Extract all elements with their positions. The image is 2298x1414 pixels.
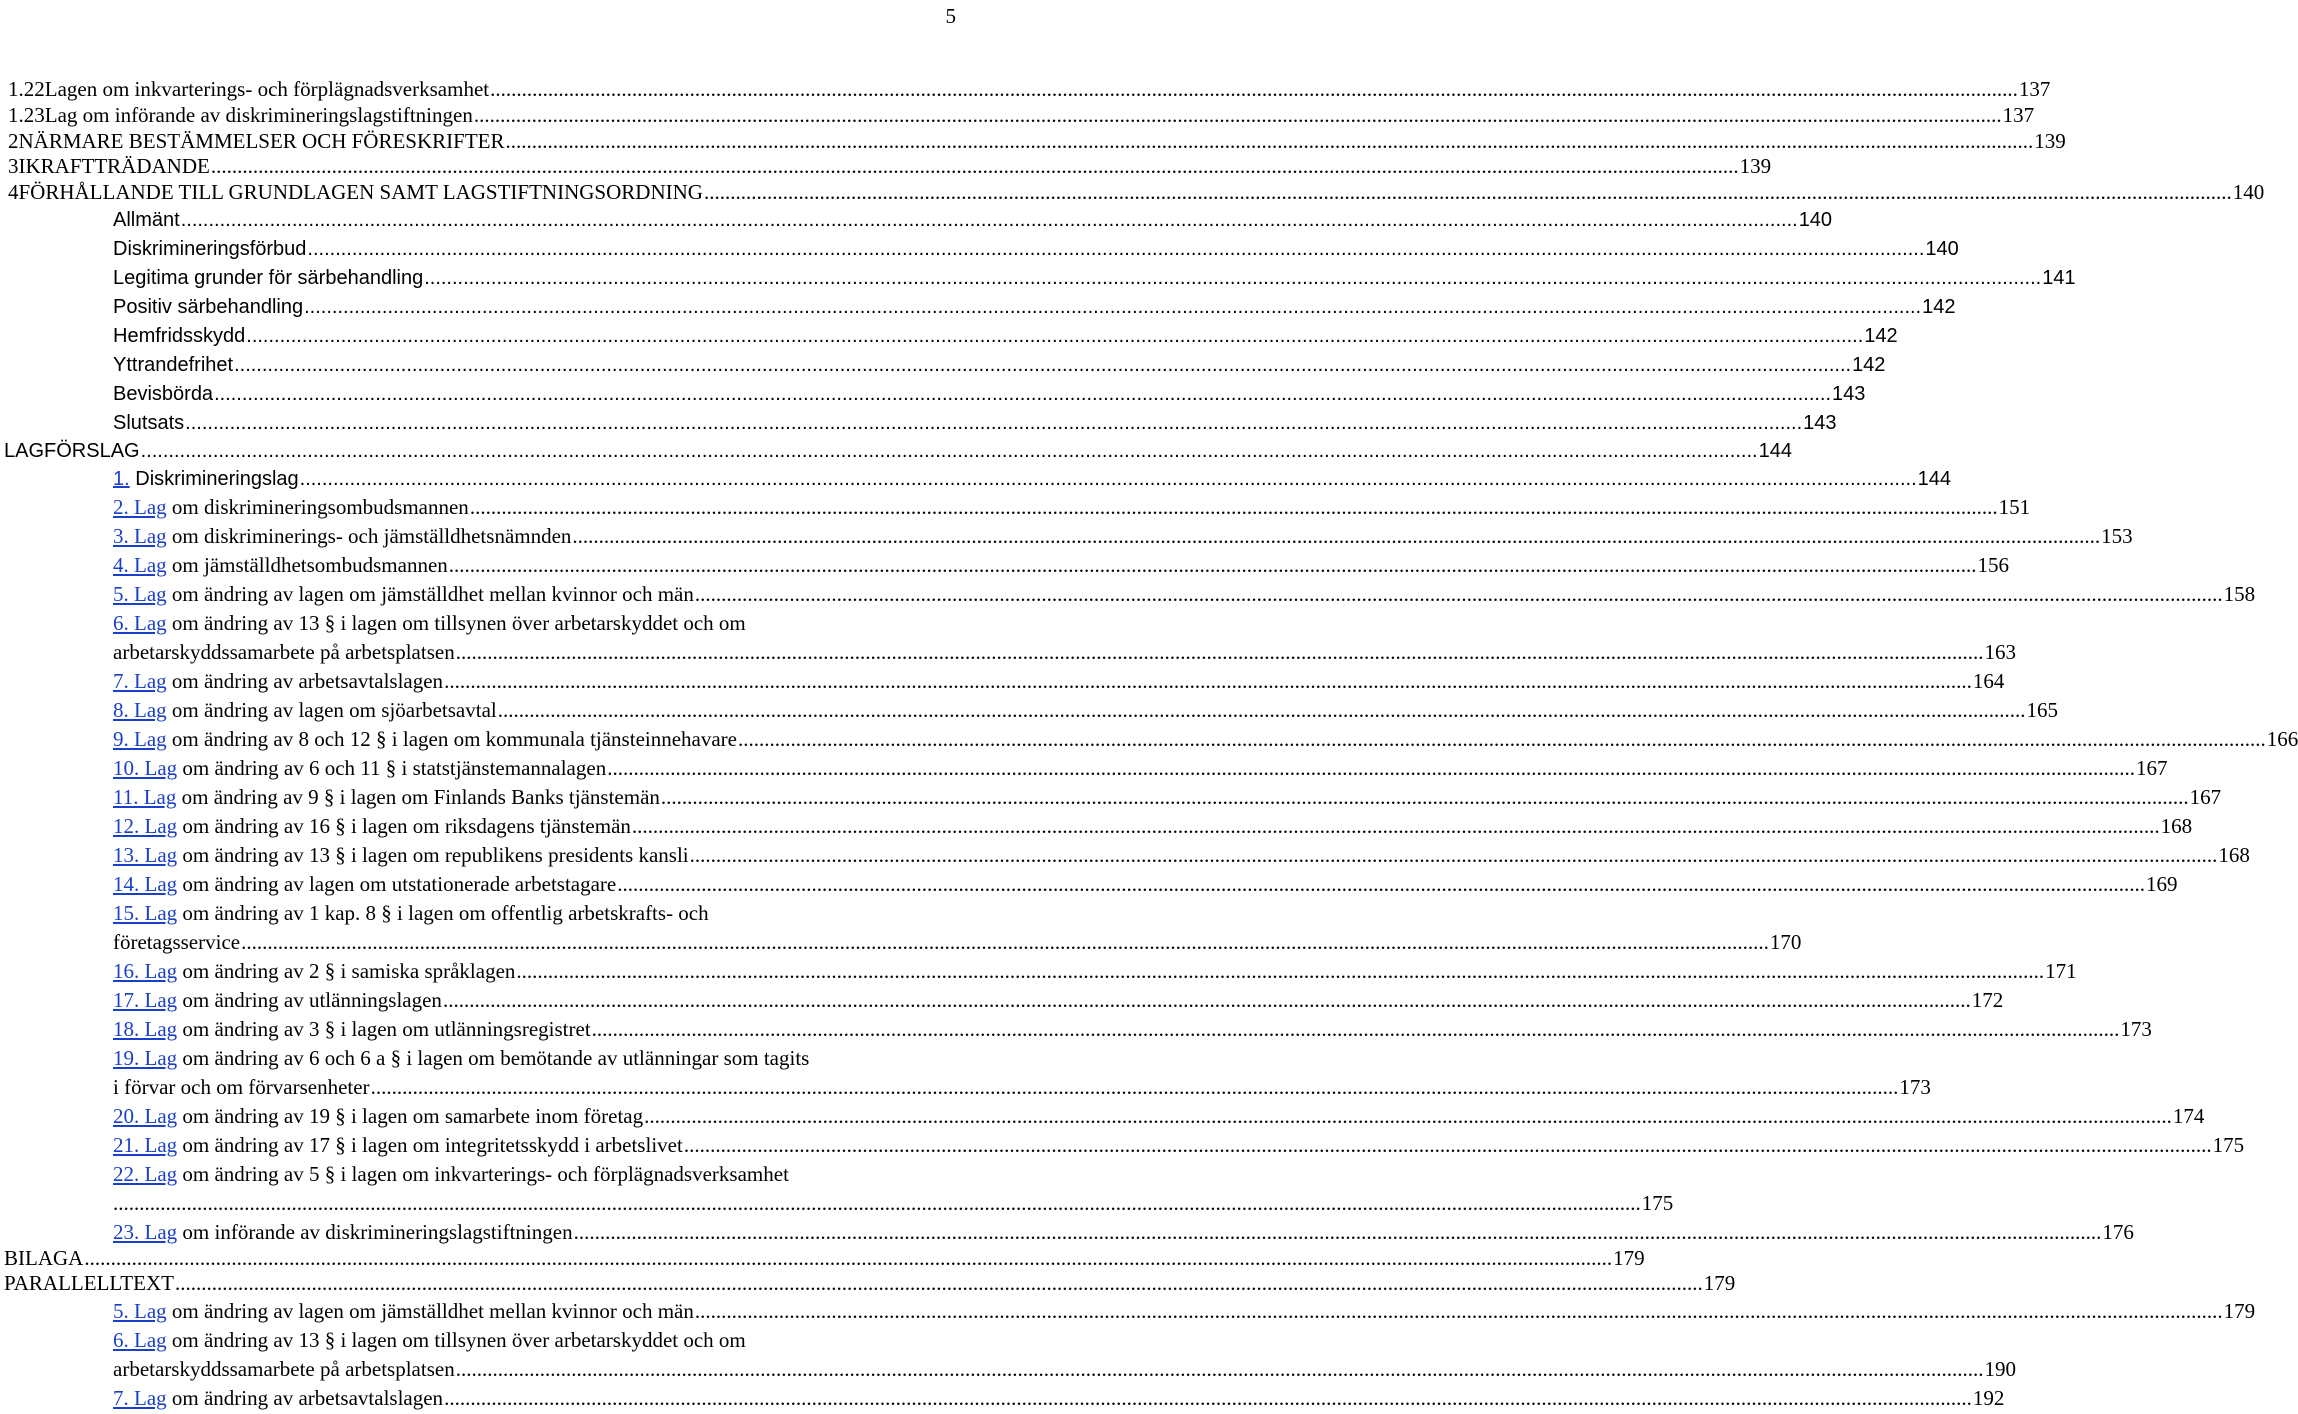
law-link[interactable]: 13. Lag [113,843,178,867]
law-link[interactable]: 9. Lag [113,727,167,751]
toc-law-4[interactable] [0,551,2010,579]
toc-page: 167 [2135,756,2168,780]
leader-dots [181,206,1798,234]
law-link[interactable]: 15. Lag [113,901,178,925]
leader-dots [684,1131,2212,1159]
toc-law-22-continuation[interactable] [113,1189,1674,1217]
law-link[interactable]: 5. Lag [113,1299,167,1323]
toc-law-16[interactable] [0,957,2077,985]
toc-law-6-continuation[interactable] [113,638,2016,666]
toc-title: Lagen om inkvarterings- och förplägnadsverksamhet [44,77,490,101]
toc-page: 173 [2120,1017,2152,1041]
toc-sub-hemfridsskydd[interactable] [0,322,1898,350]
toc-page: 144 [1758,440,1792,462]
toc-page: 142 [1864,325,1898,347]
toc-page: 163 [1984,640,2016,664]
law-link[interactable]: 4. Lag [113,553,167,577]
leader-dots [214,380,1831,408]
toc-parallel-law-5[interactable] [0,1297,2256,1325]
law-link[interactable]: 17. Lag [113,988,178,1012]
toc-title: LAGFÖRSLAG [4,440,140,462]
toc-title: om ändring av 9 § i lagen om Finlands Banks tjänstemän [181,785,660,809]
leader-dots [113,1189,1641,1217]
toc-law-21[interactable] [0,1131,2245,1159]
leader-dots [424,264,2041,292]
toc-page: 137 [2018,77,2051,101]
leader-dots [516,957,2044,985]
leader-dots [304,293,1921,321]
leader-dots [443,986,1971,1014]
toc-law-12[interactable] [0,812,2193,840]
toc-page: 143 [1803,412,1837,434]
toc-law-14[interactable] [0,870,2178,898]
toc-page: 168 [2160,814,2193,838]
toc-sub-diskrimineringsforbud[interactable] [0,235,1959,263]
toc-title: om ändring av 19 § i lagen om samarbete inom företag [182,1104,644,1128]
toc-page: 176 [2102,1220,2134,1244]
toc-title: Positiv särbehandling [113,296,304,318]
leader-dots [498,696,2026,724]
leader-dots [470,493,1998,521]
toc-law-9[interactable] [0,725,2298,753]
toc-title: om ändring av lagen om jämställdhet mellan kvinnor och män [171,1299,694,1323]
toc-page: 166 [2266,727,2298,751]
toc-title: om ändring av 13 § i lagen om tillsynen över arbetarskyddet och om [171,611,746,635]
toc-title: Lag om införande av diskrimineringslagstiftningen [44,103,473,127]
leader-dots [456,1355,1984,1383]
toc-page: 174 [2172,1104,2205,1128]
law-link[interactable]: 5. Lag [113,582,167,606]
toc-page: 172 [1971,988,2004,1012]
toc-title: om införande av diskrimineringslagstiftningen [182,1220,573,1244]
leader-dots [738,725,2266,753]
toc-title: om ändring av lagen om jämställdhet mellan kvinnor och män [171,582,694,606]
toc-page: 169 [2146,872,2178,896]
leader-dots [574,1218,2102,1246]
toc-page: 141 [2042,267,2076,289]
toc-page: 144 [1917,468,1951,490]
toc-number: 2 [8,129,19,153]
toc-title: om ändring av lagen om utstationerade arbetstagare [182,872,617,896]
toc-title: om ändring av 8 och 12 § i lagen om kommunala tjänsteinnehavare [171,727,737,751]
toc-law-19[interactable] [0,1044,960,1072]
law-link[interactable]: 12. Lag [113,814,178,838]
leader-dots [241,928,1769,956]
toc-page: 165 [2026,698,2058,722]
toc-page: 175 [1641,1191,1674,1215]
toc-page: 139 [2034,129,2066,153]
law-link[interactable]: 2. Lag [113,495,167,519]
toc-sub-legitima-grunder[interactable] [0,264,2076,292]
toc-law-1[interactable] [0,465,1951,493]
toc-title: Diskrimineringsförbud [113,238,307,260]
toc-title-continuation: i förvar och om förvarsenheter [113,1075,370,1099]
leader-dots [300,465,1917,493]
toc-page: 153 [2101,524,2133,548]
leader-dots [307,235,1924,263]
toc-lagforslag[interactable] [0,437,1792,465]
toc-parallelltext[interactable] [0,1269,1736,1297]
leader-dots [371,1073,1899,1101]
toc-law-17[interactable] [0,986,2004,1014]
toc-title-continuation: arbetarskyddssamarbete på arbetsplatsen [113,1357,455,1381]
toc-title: om ändring av 2 § i samiska språklagen [182,959,516,983]
toc-entry-4[interactable] [0,178,2265,206]
toc-number: 4 [8,180,19,204]
toc-title: om ändring av 13 § i lagen om republikens presidents kansli [182,843,689,867]
toc-title: om ändring av 16 § i lagen om riksdagens tjänstemän [182,814,631,838]
toc-law-20[interactable] [0,1102,2205,1130]
toc-page: 151 [1998,495,2031,519]
law-link[interactable]: 23. Lag [113,1220,178,1244]
toc-title: Hemfridsskydd [113,325,246,347]
toc-title: IKRAFTTRÄDANDE [18,154,210,178]
law-link[interactable]: 10. Lag [113,756,178,780]
toc-sub-bevisborda[interactable] [0,380,1866,408]
toc-number: 3 [8,154,19,178]
toc-title: om ändring av 5 § i lagen om inkvarterings- och förplägnadsverksamhet [182,1162,789,1186]
toc-title: FÖRHÅLLANDE TILL GRUNDLAGEN SAMT LAGSTIFTNINGSORDNING [18,180,703,204]
toc-entry-1-22[interactable] [0,75,2051,103]
toc-page: 175 [2212,1133,2245,1157]
toc-page: 190 [1984,1357,2016,1381]
toc-entry-3[interactable] [0,152,1772,180]
toc-sub-positiv-sarbehandling[interactable] [0,293,1956,321]
toc-title: NÄRMARE BESTÄMMELSER OCH FÖRESKRIFTER [18,129,505,153]
toc-title: om ändring av 17 § i lagen om integritetsskydd i arbetslivet [182,1133,683,1157]
law-link[interactable]: 1. [113,468,130,490]
toc-parallel-law-6-continuation[interactable] [113,1355,2016,1383]
toc-entry-1-23[interactable] [0,101,2035,129]
toc-page: 171 [2045,959,2077,983]
toc-page: 192 [1972,1386,2005,1410]
toc-title: om ändring av utlänningslagen [182,988,442,1012]
toc-law-15-continuation[interactable] [113,928,1802,956]
toc-title: om ändring av 1 kap. 8 § i lagen om offentlig arbetskrafts- och [182,901,709,925]
leader-dots [211,152,1739,180]
toc-page: 156 [1977,553,2010,577]
toc-title: om diskrimineringsombudsmannen [171,495,469,519]
toc-bilaga[interactable] [0,1244,1645,1272]
toc-title: om ändring av 6 och 11 § i statstjänstemannalagen [182,756,607,780]
toc-number: 1.22 [8,77,45,101]
toc-law-10[interactable] [0,754,2168,782]
toc-page: 170 [1769,930,1802,954]
toc-title: Legitima grunder för särbehandling [113,267,424,289]
toc-number: 1.23 [8,103,45,127]
toc-sub-slutsats[interactable] [0,409,1837,437]
toc-title: Allmänt [113,209,180,231]
toc-law-15[interactable] [0,899,960,927]
leader-dots [175,1269,1703,1297]
toc-title: om ändring av 3 § i lagen om utlänningsregistret [182,1017,591,1041]
toc-page: 143 [1832,383,1866,405]
law-link[interactable]: 21. Lag [113,1133,178,1157]
toc-page: 158 [2223,582,2256,606]
toc-title: om ändring av 6 och 6 a § i lagen om bemötande av utlänningar som tagits [182,1046,810,1070]
law-link[interactable]: 6. Lag [113,1328,167,1352]
toc-law-11[interactable] [0,783,2222,811]
leader-dots [449,551,1977,579]
leader-dots [695,1297,2223,1325]
leader-dots [690,841,2218,869]
toc-page: 167 [2189,785,2222,809]
toc-title: BILAGA [4,1246,84,1270]
law-link[interactable]: 22. Lag [113,1162,178,1186]
leader-dots [456,638,1984,666]
toc-page: 139 [1739,154,1772,178]
leader-dots [444,1384,1972,1412]
toc-title: om ändring av arbetsavtalslagen [171,669,444,693]
leader-dots [505,127,2033,155]
leader-dots [617,870,2145,898]
toc-page: 164 [1972,669,2005,693]
toc-page: 137 [2002,103,2035,127]
toc-page: 142 [1852,354,1886,376]
law-link[interactable]: 16. Lag [113,959,178,983]
toc-page: 140 [2232,180,2265,204]
leader-dots [246,322,1863,350]
law-link[interactable]: 7. Lag [113,1386,167,1410]
toc-law-22[interactable] [0,1160,960,1188]
toc-law-18[interactable] [0,1015,2152,1043]
toc-page: 179 [1703,1271,1736,1295]
leader-dots [704,178,2232,206]
toc-parallel-law-6[interactable] [0,1326,960,1354]
toc-law-5[interactable] [0,580,2256,608]
toc-page: 140 [1925,238,1959,260]
law-link[interactable]: 3. Lag [113,524,167,548]
toc-title: PARALLELLTEXT [4,1271,174,1295]
leader-dots [644,1102,2172,1130]
toc-title-continuation: företagsservice [113,930,241,954]
toc-page: 173 [1899,1075,1931,1099]
toc-page: 142 [1922,296,1956,318]
toc-parallel-law-7[interactable] [0,1384,2005,1412]
law-link[interactable]: 11. Lag [113,785,177,809]
toc-title: Diskrimineringslag [135,468,299,490]
toc-page: 179 [2223,1299,2256,1323]
toc-title: Slutsats [113,412,185,434]
leader-dots [632,812,2160,840]
toc-title: om ändring av lagen om sjöarbetsavtal [171,698,497,722]
law-link[interactable]: 6. Lag [113,611,167,635]
leader-dots [474,101,2002,129]
toc-title: Bevisbörda [113,383,214,405]
toc-title: om ändring av 13 § i lagen om tillsynen över arbetarskyddet och om [171,1328,746,1352]
toc-law-19-continuation[interactable] [113,1073,1931,1101]
leader-dots [444,667,1972,695]
law-link[interactable]: 18. Lag [113,1017,178,1041]
leader-dots [661,783,2189,811]
law-link[interactable]: 8. Lag [113,698,167,722]
toc-title: om jämställdhetsombudsmannen [171,553,448,577]
toc-title-continuation: arbetarskyddssamarbete på arbetsplatsen [113,640,455,664]
toc-page: 140 [1798,209,1833,231]
leader-dots [490,75,2018,103]
toc-law-7[interactable] [0,667,2005,695]
toc-law-3[interactable] [0,522,2133,550]
toc-law-23[interactable] [0,1218,2134,1246]
law-link[interactable]: 19. Lag [113,1046,178,1070]
leader-dots [572,522,2100,550]
toc-title: om diskriminerings- och jämställdhetsnämnden [171,524,572,548]
leader-dots [695,580,2223,608]
law-link[interactable]: 14. Lag [113,872,178,896]
toc-title: om ändring av arbetsavtalslagen [171,1386,444,1410]
toc-law-2[interactable] [0,493,2031,521]
toc-sub-allmant[interactable] [0,206,1833,234]
toc-page: 168 [2218,843,2250,867]
leader-dots [234,351,1851,379]
toc-law-6[interactable] [0,609,960,637]
law-link[interactable]: 7. Lag [113,669,167,693]
toc-title: Yttrandefrihet [113,354,234,376]
leader-dots [141,437,1758,465]
law-link[interactable]: 20. Lag [113,1104,178,1128]
leader-dots [84,1244,1612,1272]
page-number: 5 [945,4,956,28]
leader-dots [185,409,1802,437]
toc-law-8[interactable] [0,696,2058,724]
leader-dots [592,1015,2120,1043]
toc-entry-2[interactable] [0,127,2066,155]
toc-law-13[interactable] [0,841,2250,869]
toc-sub-yttrandefrihet[interactable] [0,351,1886,379]
toc-page: 179 [1613,1246,1645,1270]
leader-dots [607,754,2135,782]
